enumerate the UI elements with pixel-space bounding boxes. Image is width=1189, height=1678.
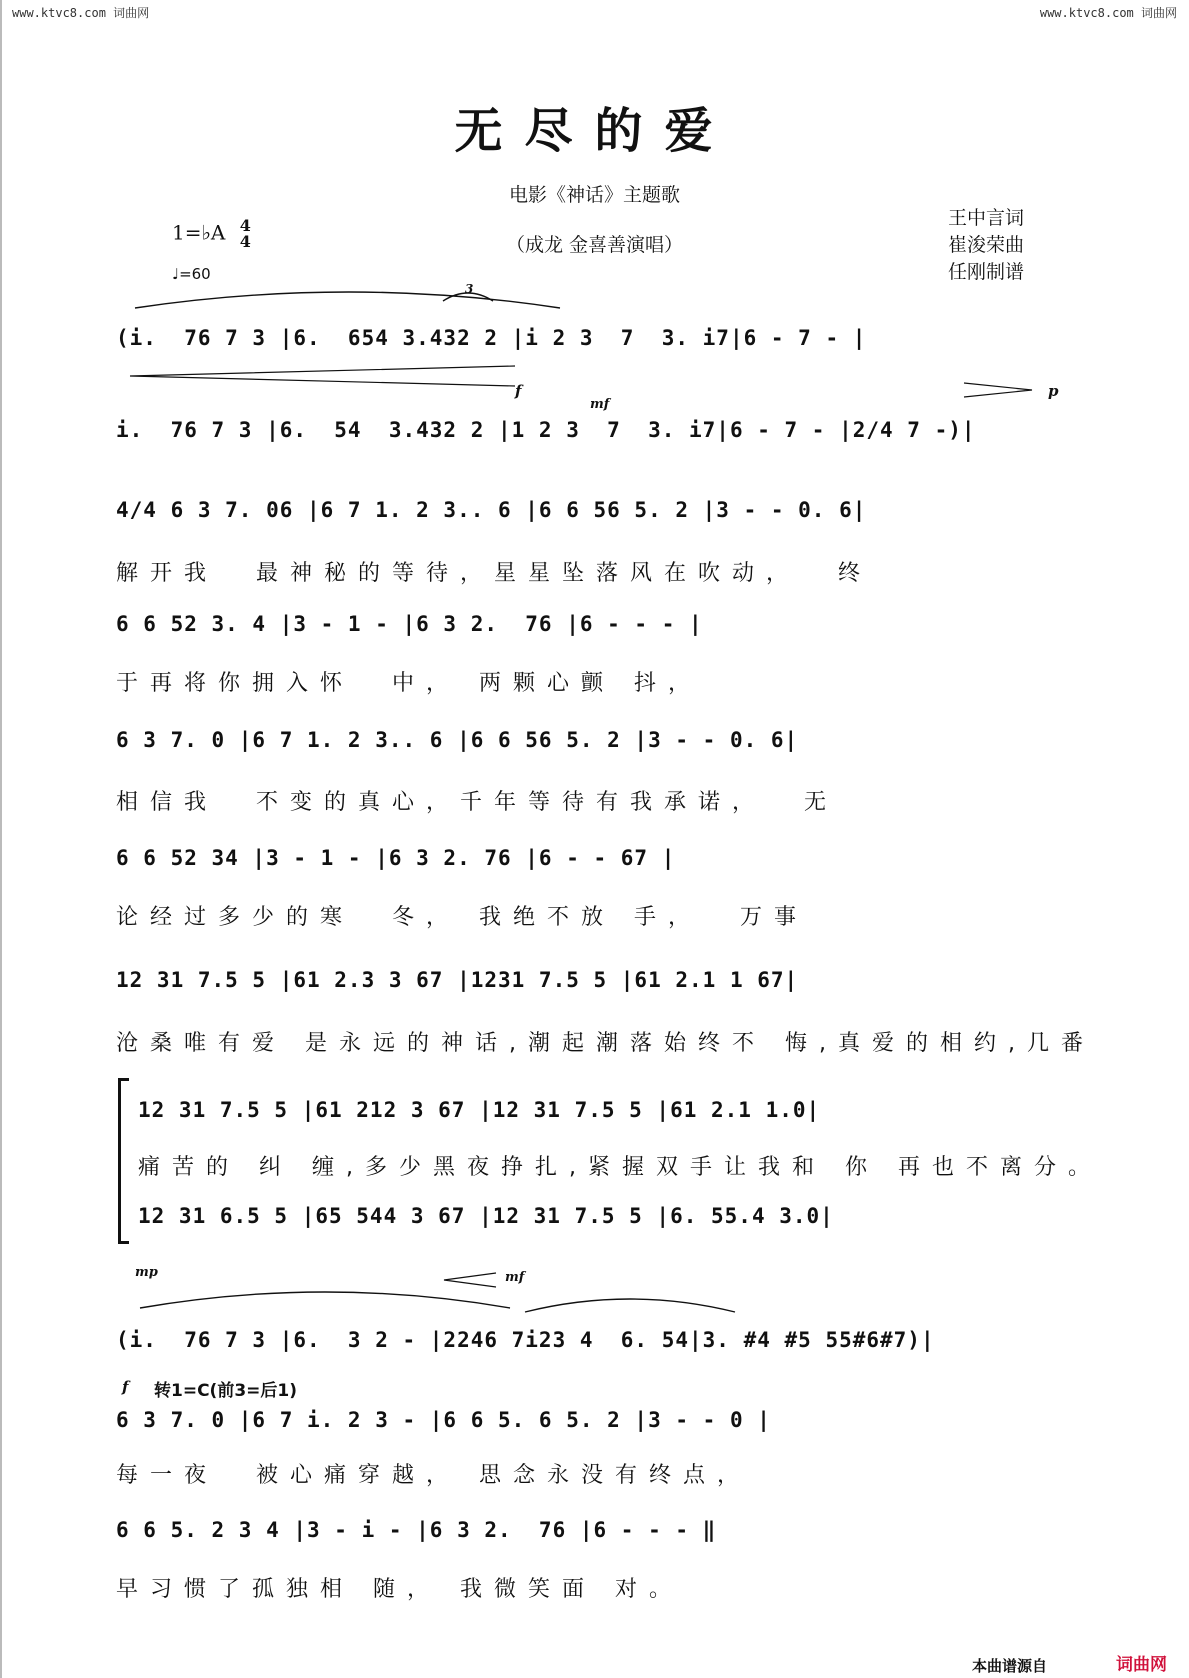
notation-row-5: 6 3 7. 0 |6 7 1. 2 3.. 6 |6 6 56 5. 2 |3 - - 0. 6| [116, 728, 799, 752]
lyric-row-5: 沧桑唯有爱 是永远的神话,潮起潮落始终不 悔,真爱的相约,几番 [116, 1031, 1095, 1056]
song-title: 无尽的爱 [454, 103, 735, 159]
footer-logo[interactable]: 词曲网 [1116, 1655, 1167, 1675]
dynamic-piano-1: p [1048, 382, 1059, 400]
voice-bracket [118, 1078, 129, 1244]
watermark-right: www.ktvc8.com 词曲网 [1039, 6, 1177, 20]
phrase-slur-3 [520, 1290, 740, 1314]
time-signature [240, 218, 251, 250]
notation-row-11: 6 3 7. 0 |6 7 i. 2 3 - |6 6 5. 6 5. 2 |3 - - 0 | [116, 1408, 771, 1432]
dynamic-mezzo-piano: mp [135, 1265, 158, 1280]
dynamic-forte-1: f [515, 382, 522, 400]
notation-row-4: 6 6 52 3. 4 |3 - 1 - |6 3 2. 76 |6 - - - | [116, 612, 703, 636]
lyric-row-2: 于再将你拥入怀 中， 两颗心颤 抖， [116, 671, 702, 696]
modulation-marking: 转1=C(前3=后1) [154, 1381, 297, 1401]
lyric-row-3: 相信我 不变的真心，千年等待有我承诺， 无 [116, 790, 838, 815]
tempo-marking: ♩=60 [172, 265, 211, 283]
phrase-slur-1 [130, 280, 570, 310]
notation-row-7: 12 31 7.5 5 |61 2.3 3 67 |1231 7.5 5 |61 2.1 1 67| [116, 968, 799, 992]
credit-composer: 崔浚荣曲 [948, 234, 1025, 256]
song-performers: （成龙 金喜善演唱） [505, 234, 684, 256]
lyric-row-6: 痛苦的 纠 缠,多少黑夜挣扎,紧握双手让我和 你 再也不离分。 [138, 1155, 1102, 1180]
key-label: 1=♭A [172, 220, 226, 245]
watermark-left: www.ktvc8.com 词曲网 [12, 6, 150, 20]
triplet-number: 3 [465, 282, 474, 296]
notation-row-9: 12 31 6.5 5 |65 544 3 67 |12 31 7.5 5 |6. 55.4 3.0| [138, 1204, 834, 1228]
crescendo-hairpin-1 [120, 362, 520, 402]
lyric-row-8: 早习惯了孤独相 随， 我微笑面 对。 [116, 1577, 683, 1602]
dynamic-forte-2: f [122, 1378, 129, 1396]
lyric-row-4: 论经过多少的寒 冬， 我绝不放 手， 万事 [116, 905, 808, 930]
notation-row-1: (i. 76 7 3 |6. 654 3.432 2 |i 2 3 7 3. i7|6 - 7 - | [116, 326, 867, 350]
credit-lyricist: 王中言词 [948, 207, 1025, 229]
credits [948, 205, 1024, 286]
dynamic-mezzo-forte-2: mf [505, 1270, 525, 1285]
notation-row-12: 6 6 5. 2 3 4 |3 - i - |6 3 2. 76 |6 - - - ‖ [116, 1518, 717, 1542]
time-signature-bottom: 4 [239, 232, 251, 251]
notation-row-8: 12 31 7.5 5 |61 212 3 67 |12 31 7.5 5 |61 2.1 1.0| [138, 1098, 821, 1122]
notation-row-3: 4/4 6 3 7. 06 |6 7 1. 2 3.. 6 |6 6 56 5. 2 |3 - - 0. 6| [116, 498, 867, 522]
lyric-row-7: 每一夜 被心痛穿越， 思念永没有终点， [116, 1463, 751, 1488]
dynamic-mezzo-forte-1: mf [590, 397, 610, 412]
notation-row-10: (i. 76 7 3 |6. 3 2 - |2246 7i23 4 6. 54|3. #4 #5 55#6#7)| [116, 1328, 935, 1352]
diminuendo-hairpin-1 [960, 380, 1040, 400]
crescendo-hairpin-2 [440, 1270, 500, 1290]
time-signature-top: 4 [239, 216, 251, 235]
notation-row-6: 6 6 52 34 |3 - 1 - |6 3 2. 76 |6 - - 67 | [116, 846, 676, 870]
notation-row-2: i. 76 7 3 |6. 54 3.432 2 |1 2 3 7 3. i7|6 - 7 - |2/4 7 -)| [116, 418, 976, 442]
key-signature [172, 218, 251, 250]
song-subtitle: 电影《神话》主题歌 [508, 184, 680, 206]
lyric-row-1: 解开我 最神秘的等待，星星坠落风在吹动， 终 [116, 561, 872, 586]
footer-source: 本曲谱源自 [972, 1657, 1048, 1675]
credit-transcriber: 任刚制谱 [948, 261, 1025, 283]
